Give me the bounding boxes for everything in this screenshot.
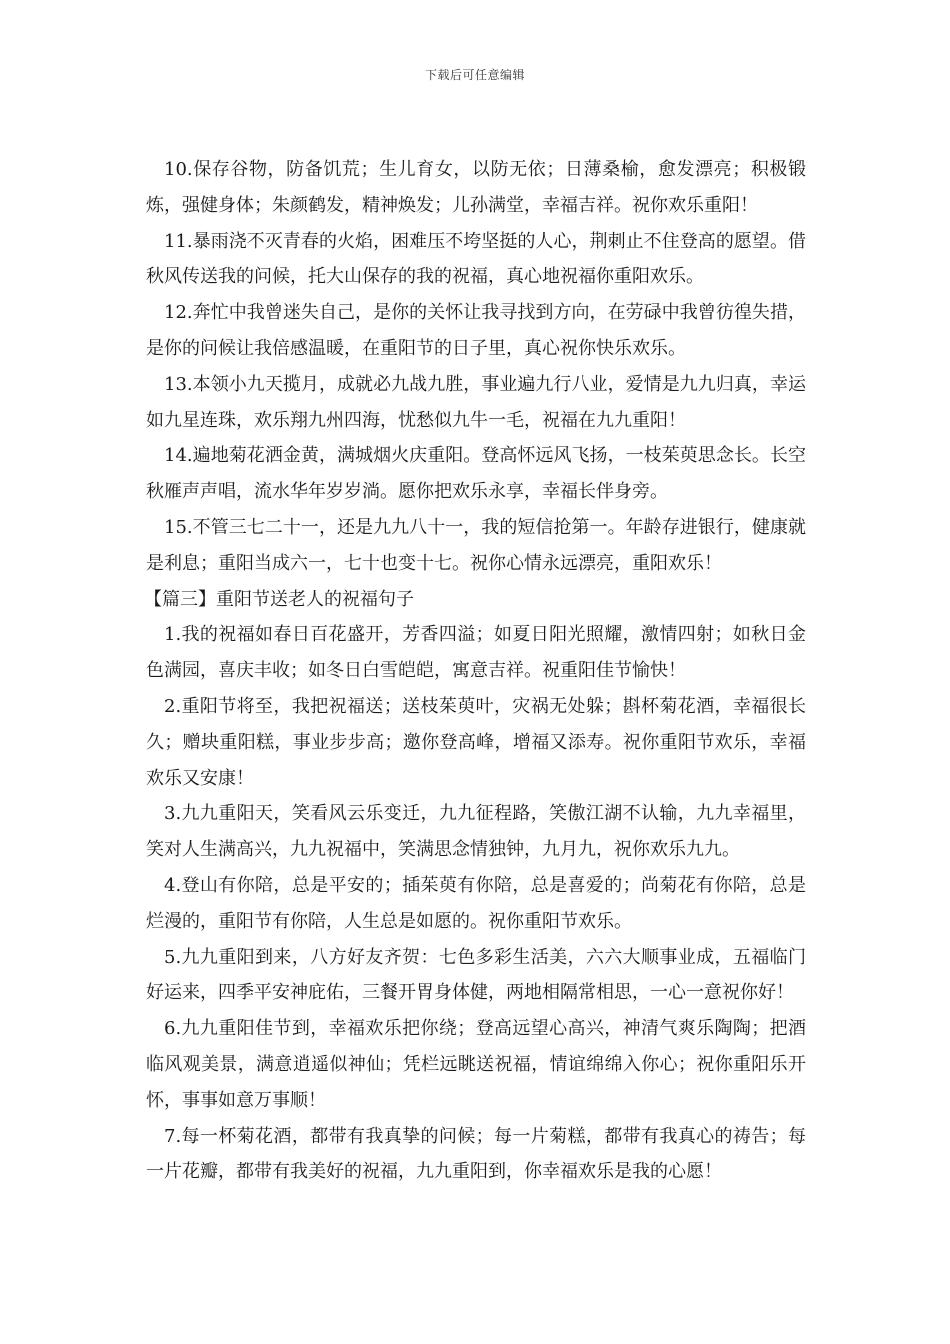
paragraph-p3-7: 7.每一杯菊花酒，都带有我真挚的问候；每一片菊糕，都带有我真心的祷告；每一片花瓣，都带有我美好的祝福，九九重阳到，你幸福欢乐是我的心愿！: [146, 1125, 806, 1183]
paragraph-p3-1: 1.我的祝福如春日百花盛开，芳香四溢；如夏日阳光照耀，激情四射；如秋日金色满园，喜庆丰收；如冬日白雪皑皑，寓意吉祥。祝重阳佳节愉快！: [146, 624, 806, 682]
paragraph-14: 14.遍地菊花洒金黄，满城烟火庆重阳。登高怀远风飞扬，一枝茱萸思念长。长空秋雁声声唱，流水华年岁岁淌。愿你把欢乐永享，幸福长伴身旁。: [146, 445, 806, 503]
paragraph-p3-2: 2.重阳节将至，我把祝福送；送枝茱萸叶，灾祸无处躲；斟杯菊花酒，幸福很长久；赠块重阳糕，事业步步高；邀你登高峰，增福又添寿。祝你重阳节欢乐，幸福欢乐又安康！: [146, 695, 806, 789]
paragraph-p3-6: 6.九九重阳佳节到，幸福欢乐把你绕；登高远望心高兴，神清气爽乐陶陶；把酒临风观美景，满意逍遥似神仙；凭栏远眺送祝福，情谊绵绵入你心；祝你重阳乐开怀，事事如意万事顺！: [146, 1018, 806, 1111]
document-body: [146, 152, 806, 1190]
paragraph-11: 11.暴雨浇不灭青春的火焰，困难压不垮坚挺的人心，荆刺止不住登高的愿望。借秋风传送我的问候，托大山保存的我的祝福，真心地祝福你重阳欢乐。: [146, 230, 806, 288]
section-title: 【篇三】重阳节送老人的祝福句子: [144, 588, 414, 610]
paragraph-p3-3: 3.九九重阳天，笑看风云乐变迁，九九征程路，笑傲江湖不认输，九九幸福里，笑对人生满高兴，九九祝福中，笑满思念情独钟，九月九，祝你欢乐九九。: [146, 803, 806, 861]
paragraph-15: 15.不管三七二十一，还是九九八十一，我的短信抢第一。年龄存进银行，健康就是利息；重阳当成六一，七十也变十七。祝你心情永远漂亮，重阳欢乐！: [146, 516, 806, 574]
paragraph-p3-4: 4.登山有你陪，总是平安的；插茱萸有你陪，总是喜爱的；尚菊花有你陪，总是烂漫的，重阳节有你陪，人生总是如愿的。祝你重阳节欢乐。: [146, 874, 806, 932]
paragraph-13: 13.本领小九天揽月，成就必九战九胜，事业遍九行八业，爱情是九九归真，幸运如九星连珠，欢乐翔九州四海，忧愁似九牛一毛，祝福在九九重阳！: [146, 373, 806, 431]
page-header: 下载后可任意编辑: [424, 68, 525, 82]
paragraph-p3-5: 5.九九重阳到来，八方好友齐贺：七色多彩生活美，六六大顺事业成，五福临门好运来，四季平安神庇佑，三餐开胃身体健，两地相隔常相思，一心一意祝你好！: [146, 946, 806, 1004]
paragraph-12: 12.奔忙中我曾迷失自己，是你的关怀让我寻找到方向，在劳碌中我曾彷徨失措，是你的问候让我倍感温暖，在重阳节的日子里，真心祝你快乐欢乐。: [146, 302, 806, 359]
paragraph-10: 10.保存谷物，防备饥荒；生儿育女，以防无依；日薄桑榆，愈发漂亮；积极锻炼，强健身体；朱颜鹤发，精神焕发；儿孙满堂，幸福吉祥。祝你欢乐重阳！: [146, 159, 806, 216]
